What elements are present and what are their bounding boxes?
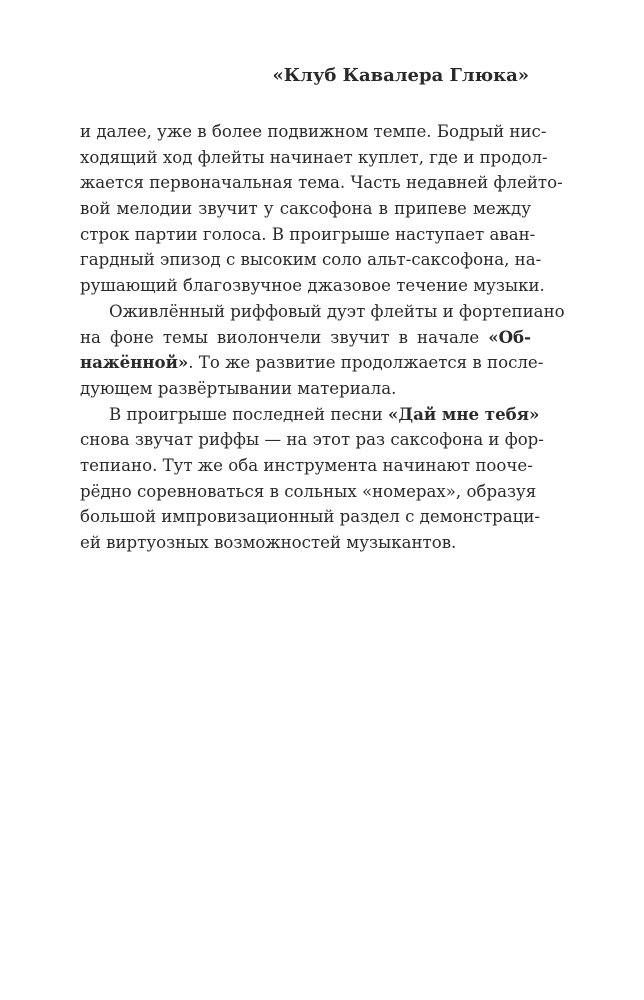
- paragraph-2-line-2-text: на фоне темы виолончели звучит в начале: [80, 327, 489, 347]
- paragraph-1-line-4: вой мелодии звучит у саксофона в припеве между: [80, 199, 531, 219]
- paragraph-2-line-1: Оживлённый риффовый дуэт флейты и фортепиано: [109, 301, 565, 321]
- paragraph-3-line-1-text: В проигрыше последней песни: [109, 404, 388, 424]
- running-title: «Клуб Кавалера Глюка»: [272, 65, 529, 86]
- body-text: [80, 119, 565, 556]
- song-title-obnazhennoy-part1: «Об-: [488, 326, 531, 347]
- paragraph-3-line-1: [80, 402, 540, 428]
- song-title-day-mne-tebya: «Дай мне тебя»: [387, 403, 540, 424]
- paragraph-3-line-2: снова звучат риффы — на этот раз саксофона и фор-: [80, 430, 544, 450]
- paragraph-2-line-4: дующем развёртывании материала.: [80, 378, 397, 398]
- paragraph-2-line-3: [80, 350, 544, 376]
- paragraph-1-line-7: рушающий благозвучное джазовое течение музыки.: [80, 276, 545, 296]
- paragraph-3-line-4: рёдно соревноваться в сольных «номерах», образуя: [80, 481, 537, 501]
- paragraph-3-line-5: большой импровизационный раздел с демонстраци-: [80, 507, 540, 527]
- paragraph-2-line-2: [80, 325, 531, 351]
- paragraph-3-line-6: ей виртуозных возможностей музыкантов.: [80, 533, 457, 552]
- paragraph-1-line-2: ходящий ход флейты начинает куплет, где и продол-: [80, 147, 548, 167]
- paragraph-1-line-1: и далее, уже в более подвижном темпе. Бодрый нис-: [80, 122, 547, 141]
- paragraph-1-line-6: гардный эпизод с высоким соло альт-саксофона, на-: [80, 250, 542, 270]
- paragraph-1-line-5: строк партии голоса. В проигрыше наступает аван-: [80, 224, 536, 244]
- song-title-obnazhennoy-part2: нажённой»: [80, 352, 189, 373]
- paragraph-3-line-3: тепиано. Тут же оба инструмента начинают пооче-: [80, 455, 533, 475]
- paragraph-1-line-3: жается первоначальная тема. Часть недавней флейто-: [80, 173, 563, 193]
- paragraph-2-line-3-text: . То же развитие продолжается в после-: [188, 353, 544, 373]
